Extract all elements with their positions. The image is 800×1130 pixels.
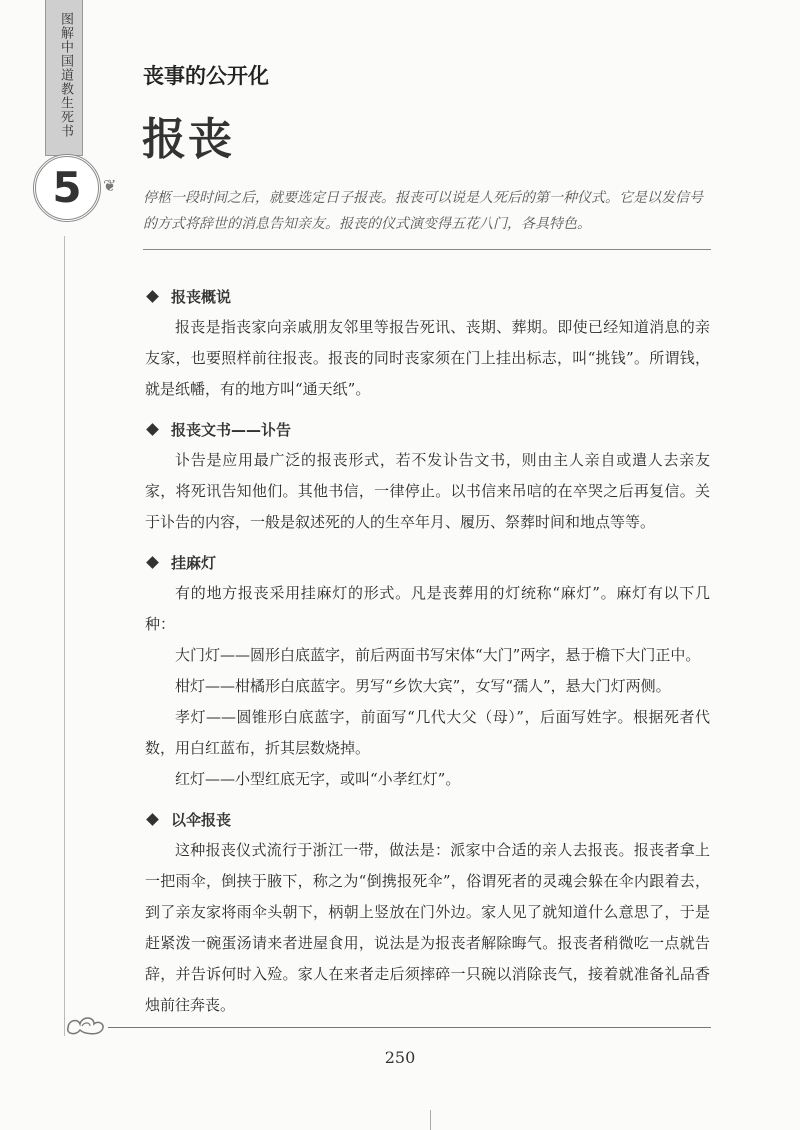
divider-bottom — [108, 1027, 711, 1028]
paragraph: 有的地方报丧采用挂麻灯的形式。凡是丧葬用的灯统称“麻灯”。麻灯有以下几种： — [145, 584, 710, 633]
section-heading-text: 挂麻灯 — [171, 554, 217, 572]
section-heading — [145, 415, 710, 445]
paragraph: 这种报丧仪式流行于浙江一带，做法是：派家中合适的亲人去报丧。报丧者拿上一把雨伞，倒挟于腋下，称之为“倒携报死伞”，俗谓死者的灵魂会躲在伞内跟着去，到了亲友家将雨伞头朝下，柄朝上竖放在门外边。家人见了就知道什么意思了，于是赶紧泼一碗蛋汤请来者进屋食用，说法是为报丧者解除晦气。报丧者稍微吃一点就告辞，并告诉何时入殓。家人在来者走后须摔碎一只碗以消除丧气，接着就准备礼品香烛前往奔丧。 — [145, 841, 710, 1014]
section-heading — [145, 805, 710, 835]
gutter-mark — [430, 1110, 431, 1130]
section-heading — [145, 548, 710, 578]
diamond-bullet-icon — [146, 556, 159, 569]
cloud-ornament-icon — [64, 1010, 108, 1038]
intro-text: 停柩一段时间之后，就要选定日子报丧。报丧可以说是人死后的第一种仪式。它是以发信号的方式将辞世的消息告知亲友。报丧的仪式演变得五花八门，各具特色。 — [143, 190, 703, 232]
chapter-badge — [33, 154, 101, 222]
side-tab — [45, 0, 83, 156]
paragraph: 讣告是应用最广泛的报丧形式，若不发讣告文书，则由主人亲自或遣人去亲友家，将死讯告知他们。其他书信，一律停止。以书信来吊唁的在卒哭之后再复信。关于讣告的内容，一般是叙述死的人的生卒年月、履历、祭葬时间和地点等等。 — [145, 451, 710, 531]
paragraph: 柑灯——柑橘形白底蓝字。男写“乡饮大宾”，女写“孺人”，悬大门灯两侧。 — [175, 677, 671, 695]
book-title: 图解中国道教生死书 — [58, 12, 73, 138]
paragraph: 报丧是指丧家向亲戚朋友邻里等报告死讯、丧期、葬期。即使已经知道消息的亲友家，也要照样前往报丧。报丧的同时丧家须在门上挂出标志，叫“挑钱”。所谓钱，就是纸幡，有的地方叫“通天纸”。 — [145, 318, 710, 398]
paragraph: 大门灯——圆形白底蓝字，前后两面书写宋体“大门”两字，悬于檐下大门正中。 — [175, 646, 701, 664]
page-number: 250 — [384, 1048, 416, 1067]
divider-top — [143, 249, 711, 250]
page-title: 报丧 — [142, 114, 234, 165]
diamond-bullet-icon — [146, 290, 159, 303]
article-body — [145, 282, 710, 1021]
paragraph: 孝灯——圆锥形白底蓝字，前面写“几代大父（母）”，后面写姓字。根据死者代数，用白红蓝布，折其层数烧掉。 — [145, 708, 710, 757]
section-heading — [145, 282, 710, 312]
paragraph: 红灯——小型红底无字，或叫“小孝红灯”。 — [175, 770, 461, 788]
diamond-bullet-icon — [146, 813, 159, 826]
page-subtitle: 丧事的公开化 — [143, 64, 269, 88]
diamond-bullet-icon — [146, 423, 159, 436]
section-heading-text: 报丧概说 — [171, 288, 232, 306]
scroll-ornament-icon: ❦ — [103, 176, 117, 195]
chapter-number: 5 — [52, 163, 82, 212]
section-heading-text: 报丧文书——讣告 — [171, 421, 292, 439]
margin-line — [64, 236, 65, 1036]
section-heading-text: 以伞报丧 — [171, 811, 232, 829]
